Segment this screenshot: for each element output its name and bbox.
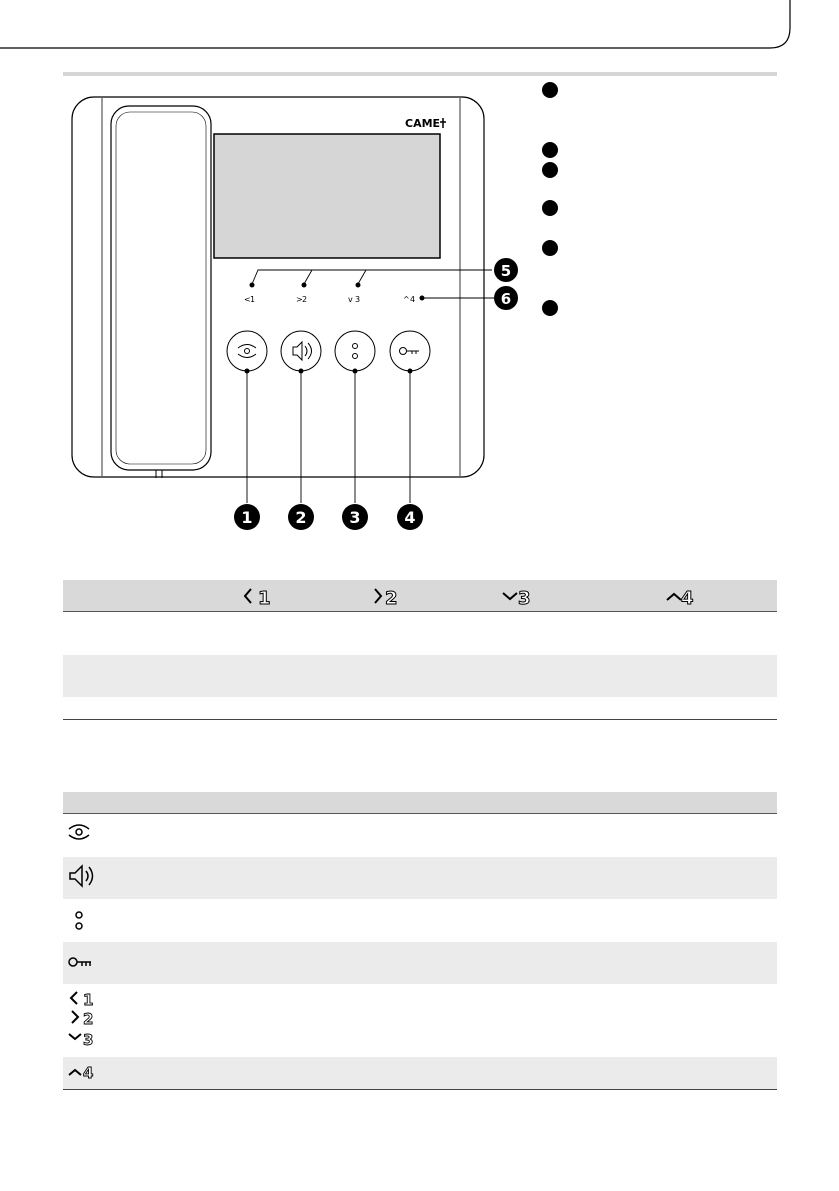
table2-icons	[63, 815, 123, 1090]
svg-text:3: 3	[518, 588, 531, 609]
led-label-4-num: 4	[410, 295, 416, 304]
button-speaker[interactable]	[281, 331, 321, 371]
header-arrow-2	[375, 588, 398, 609]
led-label-1-num: 1	[250, 295, 256, 304]
handset	[111, 106, 211, 470]
callout-row	[230, 500, 430, 534]
table1-header-labels	[63, 580, 777, 611]
legend-bullet-4	[542, 200, 558, 216]
svg-text:1: 1	[83, 991, 94, 1009]
led-label-4: ^	[403, 295, 410, 304]
legend-bullet-1	[542, 82, 558, 98]
svg-text:3: 3	[349, 508, 361, 527]
arrow-down-icon	[69, 1031, 93, 1049]
arrow-left-icon	[71, 991, 93, 1009]
svg-text:1: 1	[258, 588, 271, 609]
led-label-2: >	[296, 295, 303, 304]
legend-bullet-6	[542, 300, 558, 316]
display-screen	[214, 134, 440, 258]
brand-logo: CAME	[405, 117, 441, 130]
surveillance-icon	[69, 825, 89, 839]
arrow-right-icon	[72, 1010, 93, 1028]
button-surveillance[interactable]	[227, 331, 267, 371]
led-label-2-num: 2	[302, 295, 308, 304]
svg-text:1: 1	[241, 508, 253, 527]
table2-row-6	[63, 1057, 777, 1089]
header-arrow-1	[245, 588, 271, 609]
svg-text:2: 2	[83, 1010, 94, 1028]
speaker-icon	[70, 866, 93, 886]
svg-text:4: 4	[404, 508, 416, 527]
legend-bullet-2	[542, 142, 558, 158]
led-label-1: <	[244, 295, 251, 304]
legend-bullet-5	[542, 240, 558, 256]
button-aux[interactable]	[335, 331, 375, 371]
table2-row-2	[63, 857, 777, 899]
key-icon	[69, 958, 91, 966]
led-label-3-num: 3	[355, 295, 361, 304]
svg-text:4: 4	[83, 1064, 94, 1082]
table2-row-4	[63, 942, 777, 984]
header-arrow-4	[667, 588, 694, 609]
led-label-3: v	[348, 295, 353, 304]
arrow-up-icon	[69, 1064, 93, 1082]
header-arrow-3	[503, 588, 531, 609]
table1-row-2	[63, 655, 777, 697]
legend-bullet-3	[542, 162, 558, 178]
crop-mark	[0, 0, 839, 60]
svg-text:3: 3	[83, 1031, 94, 1049]
svg-text:2: 2	[385, 588, 398, 609]
table2-header	[63, 792, 777, 814]
svg-text:6: 6	[500, 290, 512, 308]
svg-text:5: 5	[500, 262, 512, 280]
device-illustration	[62, 92, 512, 492]
aux-icon	[76, 912, 82, 929]
table2-bottom-rule	[63, 1089, 777, 1090]
header-rule	[63, 72, 777, 76]
svg-text:2: 2	[295, 508, 307, 527]
button-door-release[interactable]	[390, 331, 430, 371]
svg-text:4: 4	[681, 588, 694, 609]
table1-bottom-rule	[63, 719, 777, 720]
